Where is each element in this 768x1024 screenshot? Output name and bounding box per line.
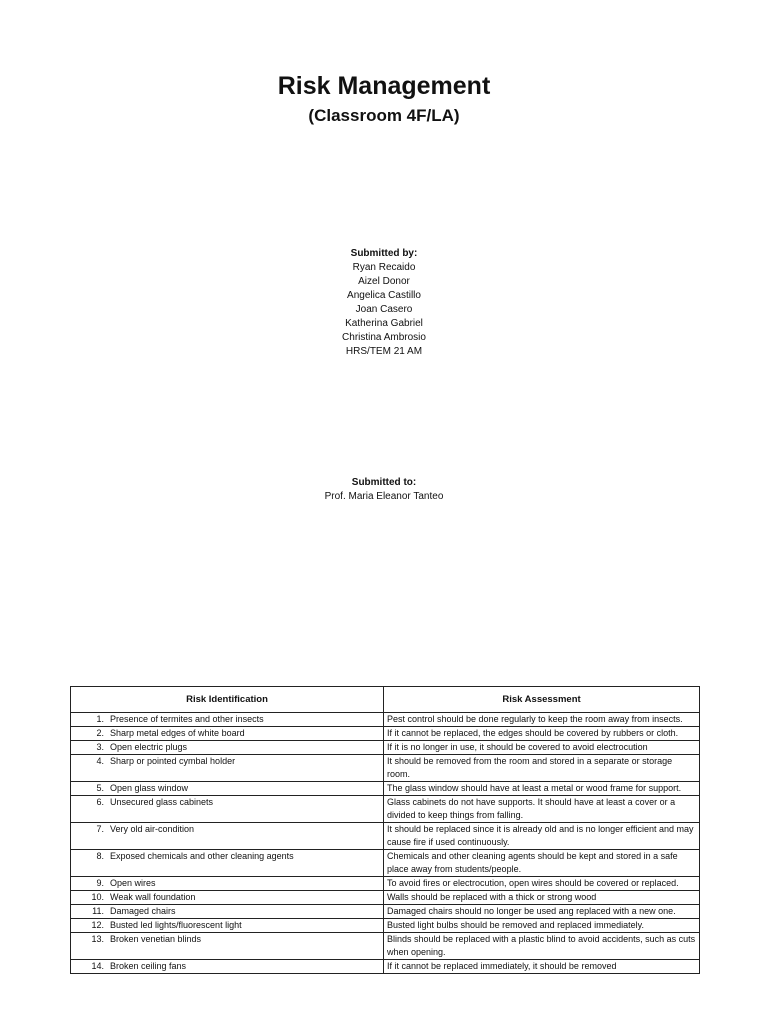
row-number: 14.: [91, 961, 104, 971]
recipient-name: Prof. Maria Eleanor Tanteo: [324, 491, 444, 502]
risk-identification-cell: [71, 891, 384, 905]
row-number: 10.: [91, 892, 104, 902]
submitter-name: Aizel Donor: [358, 276, 410, 287]
row-number: 13.: [91, 934, 104, 944]
risk-identification-cell: [71, 713, 384, 727]
submitted-to-heading: Submitted to:: [351, 477, 417, 488]
table-row: [71, 905, 700, 919]
document-subtitle: (Classroom 4F/LA): [308, 106, 460, 125]
risk-text: Broken venetian blinds: [110, 934, 202, 944]
risk-assessment-cell: If it cannot be replaced immediately, it should be removed: [384, 960, 700, 974]
table-row: [71, 891, 700, 905]
submitter-name: Katherina Gabriel: [345, 318, 423, 329]
row-number: 8.: [96, 851, 104, 861]
risk-text: Presence of termites and other insects: [110, 714, 264, 724]
risk-assessment-cell: Pest control should be done regularly to keep the room away from insects.: [384, 713, 700, 727]
risk-text: Sharp or pointed cymbal holder: [110, 756, 236, 766]
risk-text: Damaged chairs: [110, 906, 176, 916]
row-number: 4.: [96, 756, 104, 766]
risk-assessment-cell: If it is no longer in use, it should be covered to avoid electrocution: [384, 741, 700, 755]
risk-identification-cell: [71, 796, 384, 823]
risk-assessment-cell: Chemicals and other cleaning agents should be kept and stored in a safe place away from students/people.: [384, 850, 700, 877]
risk-identification-cell: [71, 877, 384, 891]
table-row: [71, 919, 700, 933]
risk-identification-cell: [71, 960, 384, 974]
risk-identification-cell: [71, 905, 384, 919]
risk-identification-cell: [71, 933, 384, 960]
row-number: 2.: [96, 728, 104, 738]
row-number: 9.: [96, 878, 104, 888]
risk-assessment-cell: Damaged chairs should no longer be used ang replaced with a new one.: [384, 905, 700, 919]
risk-text: Unsecured glass cabinets: [110, 797, 214, 807]
risk-assessment-cell: Glass cabinets do not have supports. It should have at least a cover or a divided to keep things from falling.: [384, 796, 700, 823]
row-number: 12.: [91, 920, 104, 930]
risk-text: Weak wall foundation: [110, 892, 196, 902]
risk-identification-cell: [71, 741, 384, 755]
risk-table: [70, 686, 700, 974]
risk-assessment-cell: Walls should be replaced with a thick or strong wood: [384, 891, 700, 905]
risk-assessment-cell: To avoid fires or electrocution, open wires should be covered or replaced.: [384, 877, 700, 891]
risk-assessment-cell: Blinds should be replaced with a plastic blind to avoid accidents, such as cuts when opening.: [384, 933, 700, 960]
table-row: [71, 823, 700, 850]
table-row: [71, 741, 700, 755]
header-risk-assessment: Risk Assessment: [384, 687, 700, 713]
row-number: 6.: [96, 797, 104, 807]
submitter-name: Angelica Castillo: [347, 290, 421, 301]
risk-text: Broken ceiling fans: [110, 961, 187, 971]
table-row: [71, 782, 700, 796]
risk-identification-cell: [71, 919, 384, 933]
submitter-name: Ryan Recaido: [352, 262, 416, 273]
risk-identification-cell: [71, 755, 384, 782]
row-number: 7.: [96, 824, 104, 834]
risk-text: Open glass window: [110, 783, 189, 793]
risk-identification-cell: [71, 727, 384, 741]
table-row: [71, 850, 700, 877]
risk-text: Very old air-condition: [110, 824, 195, 834]
risk-text: Sharp metal edges of white board: [110, 728, 245, 738]
submitter-name: Christina Ambrosio: [342, 332, 426, 343]
table-row: [71, 933, 700, 960]
submitted-by-section: [0, 247, 768, 359]
table-row: [71, 877, 700, 891]
risk-assessment-cell: The glass window should have at least a metal or wood frame for support.: [384, 782, 700, 796]
risk-assessment-cell: It should be replaced since it is already old and is no longer efficient and may cause fire if used continuously.: [384, 823, 700, 850]
risk-text: Exposed chemicals and other cleaning agents: [110, 851, 294, 861]
submitter-section: HRS/TEM 21 AM: [345, 346, 423, 357]
risk-assessment-cell: If it cannot be replaced, the edges should be covered by rubbers or cloth.: [384, 727, 700, 741]
risk-assessment-cell: Busted light bulbs should be removed and replaced immediately.: [384, 919, 700, 933]
header-risk-identification: Risk Identification: [71, 687, 384, 713]
table-row: [71, 960, 700, 974]
table-header-row: [71, 687, 700, 713]
risk-text: Busted led lights/fluorescent light: [110, 920, 242, 930]
risk-text: Open electric plugs: [110, 742, 188, 752]
risk-assessment-cell: It should be removed from the room and stored in a separate or storage room.: [384, 755, 700, 782]
table-row: [71, 796, 700, 823]
row-number: 3.: [96, 742, 104, 752]
table-row: [71, 755, 700, 782]
table-row: [71, 727, 700, 741]
row-number: 11.: [92, 906, 104, 916]
risk-identification-cell: [71, 782, 384, 796]
risk-text: Open wires: [110, 878, 156, 888]
document-title: Risk Management: [277, 72, 491, 100]
row-number: 1.: [96, 714, 104, 724]
submitted-to-section: [0, 476, 768, 504]
risk-identification-cell: [71, 850, 384, 877]
submitted-by-heading: Submitted by:: [350, 248, 418, 259]
risk-identification-cell: [71, 823, 384, 850]
submitter-name: Joan Casero: [355, 304, 413, 315]
row-number: 5.: [96, 783, 104, 793]
table-row: [71, 713, 700, 727]
